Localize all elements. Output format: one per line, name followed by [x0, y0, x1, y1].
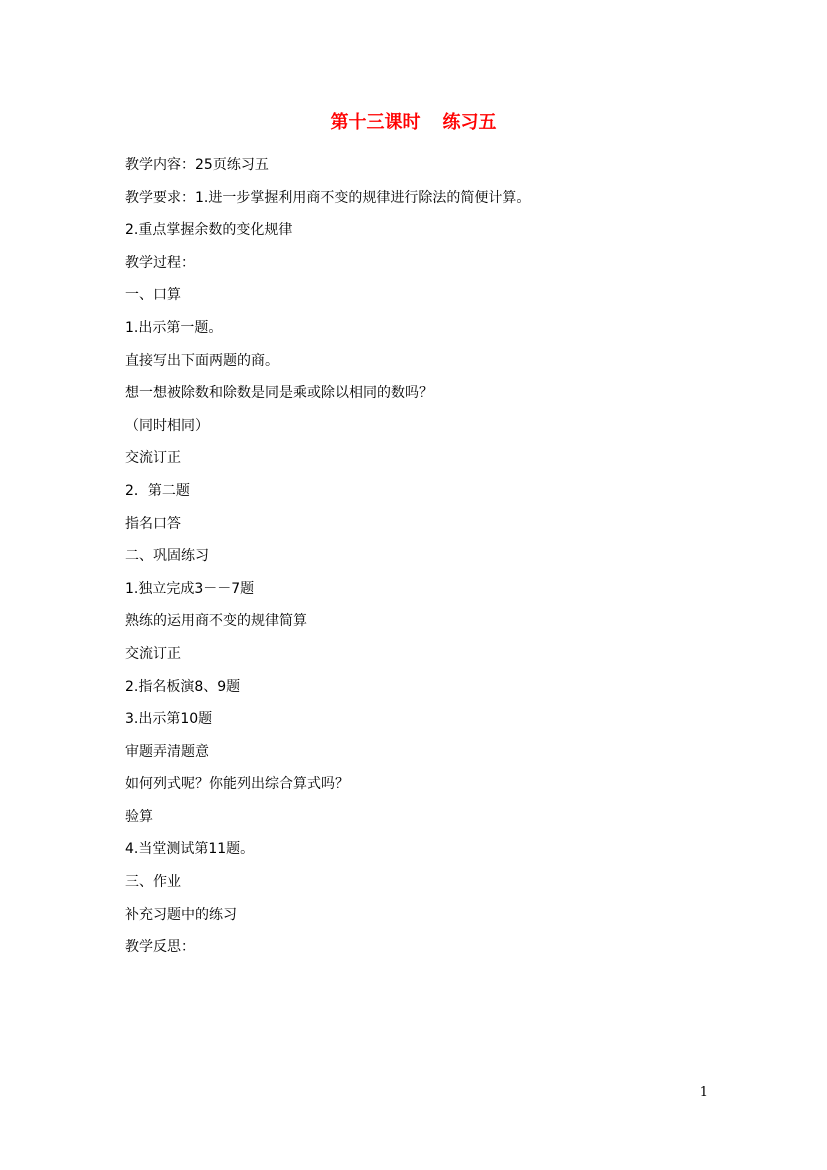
- body-line: 熟练的运用商不变的规律简算: [125, 613, 307, 630]
- body-line: 交流订正: [125, 645, 181, 662]
- body-line: 想一想被除数和除数是同是乘或除以相同的数吗？: [125, 385, 433, 402]
- teaching-requirement-1: 教学要求：1.进一步掌握利用商不变的规律进行除法的简便计算。: [125, 189, 531, 206]
- body-line: 审题弄清题意: [125, 743, 209, 760]
- page-number: 1: [699, 1085, 708, 1100]
- page-title: [0, 110, 827, 136]
- body-line: 如何列式呢？你能列出综合算式吗？: [125, 776, 349, 793]
- teaching-content: 教学内容：25页练习五: [125, 157, 269, 173]
- body-line: 2．第二题: [125, 482, 190, 499]
- title-lesson: 第十三课时: [330, 112, 421, 133]
- body-line: 4.当堂测试第11题。: [125, 841, 255, 858]
- body-line: 验算: [125, 808, 153, 825]
- body-line: 2.指名板演8、9题: [125, 678, 241, 695]
- body-line: 补充习题中的练习: [125, 906, 237, 923]
- body-line: 3.出示第10题: [125, 711, 213, 728]
- body-line: 1.出示第一题。: [125, 319, 223, 336]
- body-line: 1.独立完成3－－7题: [125, 580, 255, 597]
- teaching-process-heading: 教学过程：: [125, 254, 195, 271]
- body-line: 指名口答: [125, 515, 181, 532]
- section-heading-oral: 一、口算: [125, 287, 181, 304]
- document-body: [125, 149, 725, 964]
- section-heading-consolidation: 二、巩固练习: [125, 548, 209, 565]
- section-heading-homework: 三、作业: [125, 874, 181, 891]
- teaching-requirement-2: 2.重点掌握余数的变化规律: [125, 222, 293, 239]
- body-line: （同时相同）: [125, 417, 209, 434]
- teaching-reflection: 教学反思：: [125, 939, 195, 956]
- body-line: 直接写出下面两题的商。: [125, 352, 279, 369]
- title-exercise: 练习五: [442, 112, 497, 133]
- body-line: 交流订正: [125, 450, 181, 467]
